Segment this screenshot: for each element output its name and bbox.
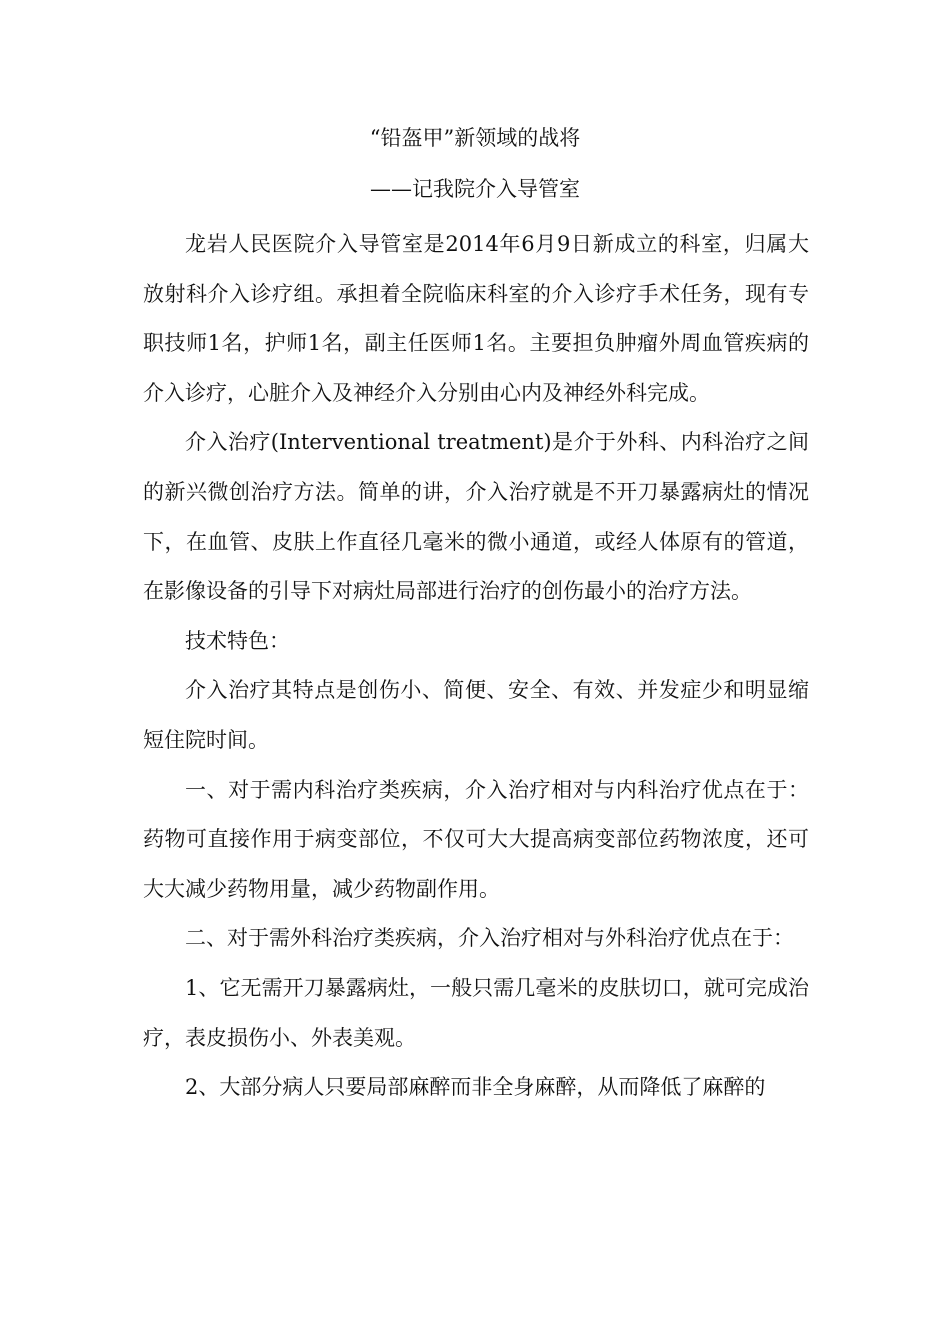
document-title: “铅盔甲”新领域的战将 bbox=[369, 126, 581, 150]
paragraph-point-one: 一、对于需内科治疗类疾病，介入治疗相对与内科治疗优点在于：药物可直接作用于病变部位，不仅可大大提高病变部位药物浓度，还可大大减少药物用量，减少药物副作用。 bbox=[143, 777, 809, 901]
document-subtitle: ——记我院介入导管室 bbox=[370, 177, 580, 201]
paragraph-features: 介入治疗其特点是创伤小、简便、安全、有效、并发症少和明显缩短住院时间。 bbox=[143, 678, 809, 752]
paragraph-intro: 龙岩人民医院介入导管室是2014年6月9日新成立的科室，归属大放射科介入诊疗组。承担着全院临床科室的介入诊疗手术任务，现有专职技师1名，护师1名，副主任医师1名。主要担负肿瘤外周血管疾病的介入诊疗，心脏介入及神经介入分别由心内及神经外科完成。 bbox=[143, 232, 809, 405]
paragraph-item-one: 1、它无需开刀暴露病灶，一般只需几毫米的皮肤切口，就可完成治疗，表皮损伤小、外表美观。 bbox=[143, 975, 809, 1050]
paragraph-definition: 介入治疗(Interventional treatment)是介于外科、内科治疗之间的新兴微创治疗方法。简单的讲，介入治疗就是不开刀暴露病灶的情况下，在血管、皮肤上作直径几毫米的微小通道，或经人体原有的管道，在影像设备的引导下对病灶局部进行治疗的创伤最小的治疗方法。 bbox=[143, 430, 809, 604]
document-body bbox=[143, 220, 809, 1113]
paragraph-point-two: 二、对于需外科治疗类疾病，介入治疗相对与外科治疗优点在于： bbox=[185, 926, 794, 951]
paragraph-heading-features: 技术特色： bbox=[185, 628, 290, 653]
paragraph-item-two: 2、大部分病人只要局部麻醉而非全身麻醉，从而降低了麻醉的 bbox=[185, 1075, 766, 1100]
